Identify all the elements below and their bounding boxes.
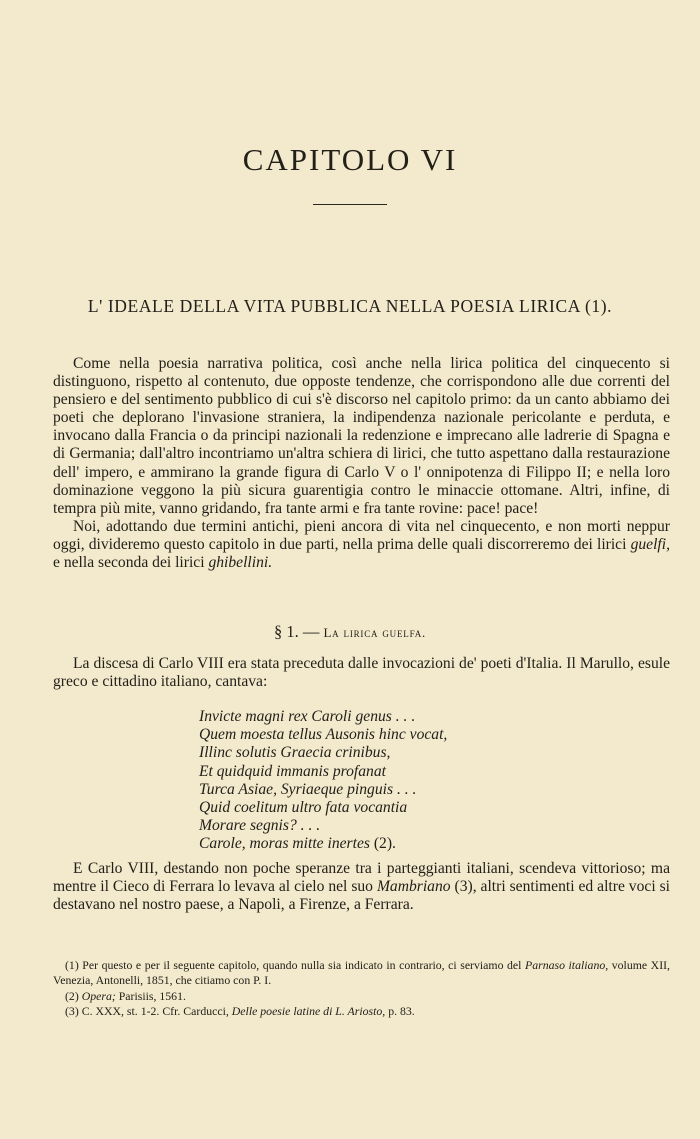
term-guelfi: guelfi, <box>630 535 670 553</box>
chapter-title: CAPITOLO VI <box>242 142 458 177</box>
term-ghibellini: ghibellini. <box>208 554 273 572</box>
verse-line: Quid coelitum ultro fata vocantia <box>199 799 408 817</box>
title-rule <box>313 204 387 205</box>
footnote-3: (3) C. XXX, st. 1-2. Cfr. Carducci, Delle poesie latine di L. Ariosto, p. 83. <box>65 1003 415 1018</box>
latin-verse <box>199 708 529 854</box>
paragraph-4: E Carlo VIII, destando non poche speranze tra i parteggianti italiani, scendeva vittorioso; ma mentre il Cieco di Ferrara lo levava al cielo nel suo Mambriano (3), altri sentimenti ed altre voci si destavano nel nostro paese, a Napoli, a Firenze, a Ferrara. <box>53 860 670 914</box>
subsection-title: La lirica guelfa. <box>323 625 427 640</box>
paragraph-2: Noi, adottando due termini antichi, pieni ancora di vita nel cinquecento, e non morti neppur oggi, divideremo questo capitolo in due parti, nella prima delle quali discorreremo dei lirici guelfi, e nella seconda dei lirici ghibellini. <box>53 517 670 572</box>
verse-line: Illinc solutis Graecia crinibus, <box>199 744 391 762</box>
verse-line: Turca Asiae, Syriaeque pinguis . . . <box>199 780 417 798</box>
opening-paragraphs <box>53 355 670 572</box>
subsection-heading <box>0 622 700 642</box>
verse-line: Morare segnis? . . . <box>199 817 321 835</box>
work-title-mambriano: Mambriano <box>376 878 451 896</box>
verse-line: Invicte magni rex Caroli genus . . . <box>199 708 416 725</box>
footnote-ref-2: (2). <box>369 835 396 853</box>
footnotes <box>53 958 670 1019</box>
section-heading: L' IDEALE DELLA VITA PUBBLICA NELLA POESIA LIRICA (1). <box>87 296 613 316</box>
footnote-2: (2) Opera; Parisiis, 1561. <box>65 988 186 1003</box>
verse-line: Carole, moras mitte inertes (2). <box>199 835 396 853</box>
paragraph-1: Come nella poesia narrativa politica, così anche nella lirica politica del cinquecento si distinguono, rispetto al contenuto, due opposte tendenze, che corrispondono alle due correnti del pensiero e del sentimento pubblico di cui s'è discorso nel capitolo primo: da un canto abbiamo dei poeti che deplorano l'invasione straniera, la indipendenza nazionale pericolante e perduta, e invocano dalla Francia o da principi nazionali la redenzione e imprecano alle ladrerie di Spagna e di Germania; dall'altro incontriamo un'altra schiera di lirici, che tutto aspettano dalla restaurazione dell' impero, e ammirano la grande figura di Carlo V o l' onnipotenza di Filippo II; e nella loro dominazione veggono la più sicura guarentigia contro le minaccie ottomane. Altri, infine, di tempra più mite, vanno gridando, fra tante armi e fra tante rovine: pace! pace! <box>53 355 670 517</box>
verse-line: Quem moesta tellus Ausonis hinc vocat, <box>199 726 448 744</box>
subsection-number: § 1. — <box>273 622 324 641</box>
footnote-1: (1) Per questo e per il seguente capitolo, quando nulla sia indicato in contrario, ci serviamo del Parnaso italiano, volume XII, Venezia, Antonelli, 1851, che citiamo con P. I. <box>53 958 671 988</box>
paragraph-3: La discesa di Carlo VIII era stata preceduta dalle invocazioni de' poeti d'Italia. Il Marullo, esule greco e cittadino italiano, cantava: <box>53 655 670 691</box>
verse-line: Et quidquid immanis profanat <box>199 762 386 780</box>
